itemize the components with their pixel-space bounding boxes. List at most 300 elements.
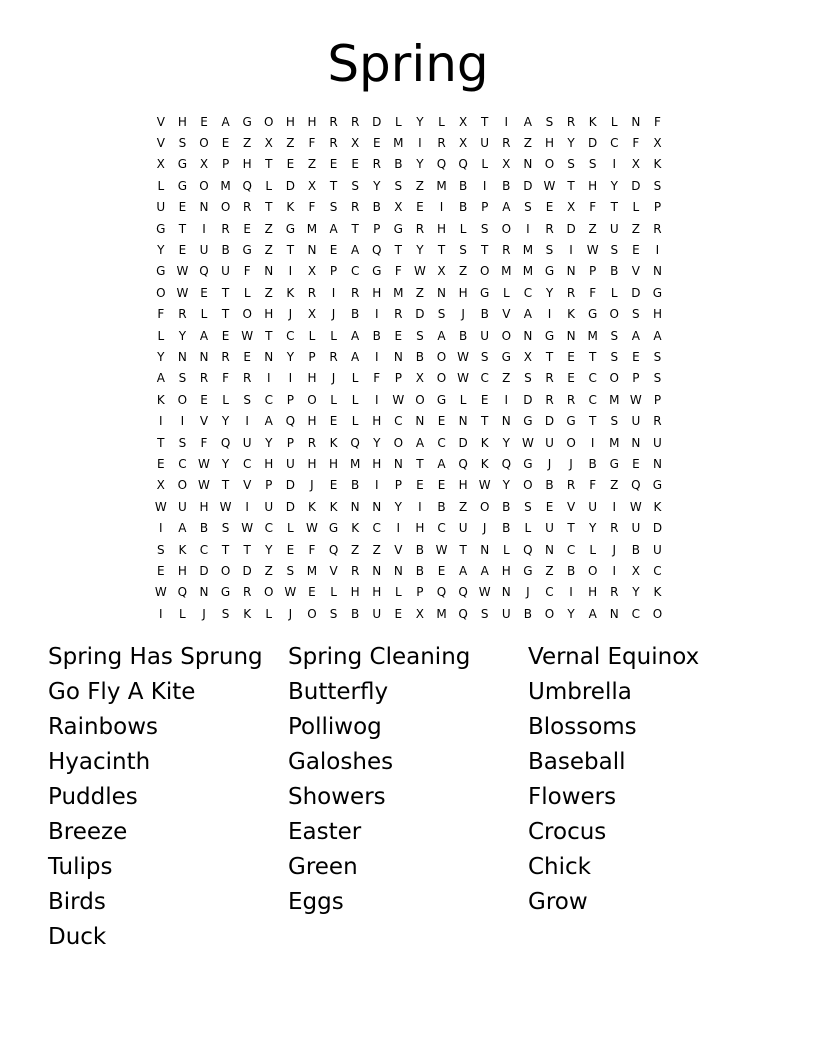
grid-letter: U <box>501 606 511 621</box>
grid-letter: M <box>436 178 447 193</box>
grid-letter: T <box>481 414 489 429</box>
grid-letter: D <box>631 178 641 193</box>
word-list-item: Breeze <box>48 819 128 845</box>
grid-letter: I <box>569 243 573 258</box>
grid-letter: K <box>243 606 252 621</box>
grid-letter: I <box>504 392 509 407</box>
grid-letter: I <box>418 499 422 514</box>
grid-letter: W <box>435 542 448 557</box>
grid-letter: K <box>178 542 187 557</box>
grid-letter: R <box>350 563 360 578</box>
grid-letter: S <box>178 435 187 450</box>
grid-letter: E <box>243 221 251 236</box>
grid-letter: H <box>199 499 209 514</box>
grid-letter: E <box>545 499 554 514</box>
grid-letter: E <box>200 285 208 300</box>
grid-letter: R <box>566 392 576 407</box>
grid-letter: Y <box>373 178 381 193</box>
grid-letter: W <box>413 264 426 279</box>
grid-letter: S <box>437 307 446 322</box>
grid-letter: K <box>480 456 489 471</box>
grid-letter: J <box>288 606 293 621</box>
grid-letter: N <box>458 414 468 429</box>
grid-letter: U <box>221 264 230 279</box>
grid-letter: O <box>177 392 188 407</box>
grid-row <box>150 582 670 603</box>
grid-letter: Z <box>631 221 640 236</box>
grid-letter: W <box>457 371 470 386</box>
grid-letter: B <box>545 478 554 493</box>
grid-letter: M <box>522 243 534 258</box>
grid-letter: C <box>631 606 641 621</box>
grid-letter: P <box>416 585 424 600</box>
grid-letter: J <box>202 606 206 621</box>
grid-letter: O <box>415 392 425 407</box>
grid-letter: H <box>307 114 317 129</box>
grid-letter: W <box>176 285 189 300</box>
grid-letter: A <box>156 371 165 386</box>
grid-letter: Y <box>502 478 510 493</box>
grid-letter: S <box>243 392 251 407</box>
grid-letter: N <box>393 349 403 364</box>
grid-letter: G <box>242 114 252 129</box>
grid-letter: R <box>394 307 403 322</box>
grid-letter: S <box>286 563 295 578</box>
grid-letter: A <box>351 328 360 343</box>
grid-letter: Q <box>285 414 296 429</box>
grid-letter: H <box>264 307 274 322</box>
grid-letter: R <box>545 371 554 386</box>
grid-letter: H <box>501 563 511 578</box>
grid-letter: O <box>220 563 231 578</box>
grid-letter: N <box>199 349 209 364</box>
grid-letter: Q <box>631 478 641 493</box>
grid-letter: S <box>610 414 619 429</box>
grid-letter: A <box>459 563 468 578</box>
grid-letter: P <box>632 371 640 386</box>
grid-letter: G <box>609 456 619 471</box>
grid-letter: G <box>328 521 339 536</box>
grid-letter: F <box>308 136 316 151</box>
grid-letter: R <box>350 200 360 215</box>
grid-letter: A <box>502 200 511 215</box>
grid-letter: L <box>394 114 402 129</box>
word-list-item: Galoshes <box>288 749 394 775</box>
grid-letter: Q <box>458 157 468 172</box>
grid-letter: X <box>351 136 360 151</box>
grid-letter: S <box>524 499 532 514</box>
grid-letter: T <box>459 542 467 557</box>
grid-letter: W <box>457 349 470 364</box>
grid-letter: Q <box>242 178 252 193</box>
grid-letter: E <box>308 585 316 600</box>
grid-letter: G <box>501 349 511 364</box>
grid-letter: F <box>589 200 597 215</box>
grid-letter: J <box>461 307 465 322</box>
grid-letter: Z <box>523 136 532 151</box>
grid-letter: Y <box>157 243 165 258</box>
word-list-item: Spring Cleaning <box>288 644 471 670</box>
grid-letter: L <box>632 200 640 215</box>
grid-letter: S <box>394 178 403 193</box>
grid-letter: Q <box>458 456 468 471</box>
grid-letter: B <box>394 157 403 172</box>
grid-letter: T <box>481 114 489 129</box>
grid-letter: D <box>285 499 295 514</box>
grid-row <box>150 304 670 325</box>
grid-letter: Y <box>610 178 618 193</box>
grid-letter: Y <box>265 435 273 450</box>
grid-letter: Z <box>415 285 425 300</box>
grid-letter: M <box>436 606 447 621</box>
grid-letter: D <box>652 521 663 536</box>
grid-letter: I <box>396 521 401 536</box>
grid-letter: L <box>179 606 186 621</box>
grid-letter: T <box>265 157 273 172</box>
grid-letter: F <box>222 371 230 386</box>
grid-letter: B <box>480 307 489 322</box>
grid-letter: A <box>221 114 230 129</box>
grid-letter: B <box>458 200 468 215</box>
grid-letter: T <box>243 542 251 557</box>
grid-letter: W <box>154 585 167 600</box>
grid-letter: A <box>523 114 532 129</box>
grid-letter: E <box>200 392 208 407</box>
word-list-item: Butterfly <box>288 679 389 705</box>
grid-letter: L <box>157 178 165 193</box>
grid-letter: W <box>543 178 556 193</box>
grid-letter: Z <box>243 136 252 151</box>
grid-letter: A <box>199 328 209 343</box>
grid-letter: U <box>480 328 490 343</box>
grid-letter: C <box>286 328 295 343</box>
grid-row <box>150 239 670 260</box>
grid-letter: X <box>523 349 532 364</box>
grid-letter: R <box>545 221 554 236</box>
grid-letter: U <box>372 606 382 621</box>
word-list-item: Showers <box>288 784 386 810</box>
grid-letter: N <box>652 264 662 279</box>
grid-letter: T <box>221 478 230 493</box>
grid-letter: H <box>652 307 662 322</box>
grid-letter: Q <box>328 542 339 557</box>
grid-letter: O <box>436 371 447 386</box>
grid-letter: G <box>544 264 555 279</box>
grid-letter: S <box>632 307 640 322</box>
grid-letter: C <box>394 414 403 429</box>
grid-letter: Y <box>567 136 575 151</box>
grid-letter: D <box>523 392 533 407</box>
grid-letter: G <box>566 414 576 429</box>
grid-letter: I <box>374 307 379 322</box>
word-list-item: Vernal Equinox <box>528 644 700 670</box>
grid-letter: T <box>157 435 165 450</box>
grid-letter: M <box>393 136 404 151</box>
grid-letter: B <box>199 521 209 536</box>
grid-letter: I <box>374 349 379 364</box>
grid-letter: Z <box>264 563 273 578</box>
grid-letter: A <box>351 349 360 364</box>
grid-letter: P <box>653 200 662 215</box>
grid-letter: U <box>631 414 641 429</box>
grid-letter: S <box>221 521 230 536</box>
grid-letter: D <box>631 285 641 300</box>
grid-letter: A <box>480 563 489 578</box>
grid-letter: X <box>458 136 468 151</box>
grid-row <box>150 496 670 517</box>
grid-letter: C <box>545 585 554 600</box>
grid-letter: E <box>416 478 424 493</box>
grid-letter: W <box>198 478 210 493</box>
grid-letter: A <box>264 414 273 429</box>
grid-letter: I <box>504 114 509 129</box>
grid-letter: E <box>632 349 640 364</box>
grid-letter: Z <box>286 136 295 151</box>
grid-letter: O <box>609 307 619 322</box>
grid-letter: K <box>156 392 165 407</box>
grid-letter: C <box>523 285 533 300</box>
grid-row <box>150 368 670 389</box>
grid-letter: R <box>221 221 230 236</box>
grid-letter: B <box>351 307 360 322</box>
grid-letter: F <box>243 264 251 279</box>
grid-letter: R <box>329 114 338 129</box>
grid-letter: O <box>242 307 252 322</box>
grid-letter: X <box>307 264 317 279</box>
grid-letter: V <box>329 563 338 578</box>
grid-letter: X <box>631 563 640 578</box>
grid-letter: M <box>609 435 620 450</box>
grid-letter: W <box>241 328 254 343</box>
grid-letter: A <box>351 243 360 258</box>
grid-letter: B <box>415 563 425 578</box>
grid-letter: G <box>285 221 296 236</box>
grid-letter: U <box>545 521 554 536</box>
grid-row <box>150 389 670 410</box>
grid-letter: U <box>588 499 598 514</box>
grid-letter: G <box>544 328 555 343</box>
grid-letter: G <box>220 585 231 600</box>
grid-letter: N <box>177 349 187 364</box>
grid-letter: X <box>502 157 511 172</box>
grid-letter: F <box>308 200 316 215</box>
grid-letter: K <box>286 200 295 215</box>
grid-letter: N <box>199 200 209 215</box>
grid-letter: E <box>286 157 295 172</box>
grid-letter: T <box>437 243 446 258</box>
grid-letter: K <box>351 521 360 536</box>
grid-letter: E <box>329 157 338 172</box>
grid-letter: Z <box>264 243 273 258</box>
grid-letter: L <box>157 328 165 343</box>
grid-letter: O <box>220 200 231 215</box>
grid-letter: Z <box>264 285 273 300</box>
grid-letter: L <box>459 392 467 407</box>
grid-letter: U <box>609 221 619 236</box>
grid-letter: R <box>243 585 252 600</box>
grid-letter: B <box>523 606 532 621</box>
grid-letter: C <box>437 435 446 450</box>
grid-letter: S <box>178 371 187 386</box>
grid-letter: N <box>393 563 403 578</box>
grid-letter: V <box>156 114 165 129</box>
grid-letter: E <box>329 243 338 258</box>
grid-letter: Y <box>286 349 295 364</box>
grid-letter: D <box>242 563 252 578</box>
grid-letter: T <box>178 221 187 236</box>
word-list-item: Umbrella <box>528 679 632 705</box>
grid-letter: I <box>159 606 163 621</box>
grid-letter: R <box>243 200 252 215</box>
grid-letter: J <box>310 478 314 493</box>
grid-letter: H <box>329 456 339 471</box>
grid-letter: P <box>481 200 489 215</box>
grid-letter: W <box>154 499 167 514</box>
grid-letter: A <box>588 606 597 621</box>
grid-letter: T <box>610 200 618 215</box>
grid-letter: X <box>156 157 165 172</box>
grid-letter: H <box>372 414 382 429</box>
grid-letter: O <box>544 606 555 621</box>
grid-letter: M <box>587 328 598 343</box>
grid-letter: O <box>199 178 209 193</box>
grid-letter: B <box>458 178 468 193</box>
grid-letter: P <box>286 435 294 450</box>
grid-letter: K <box>329 435 338 450</box>
grid-letter: A <box>523 307 532 322</box>
grid-letter: L <box>481 157 489 172</box>
grid-letter: O <box>264 114 274 129</box>
grid-letter: H <box>372 456 382 471</box>
grid-row <box>150 475 670 496</box>
grid-letter: B <box>588 456 597 471</box>
grid-letter: H <box>307 414 317 429</box>
grid-letter: H <box>350 585 360 600</box>
grid-letter: N <box>480 542 490 557</box>
grid-letter: Y <box>178 328 187 343</box>
grid-letter: V <box>631 264 640 279</box>
grid-letter: E <box>200 114 208 129</box>
grid-letter: F <box>308 542 316 557</box>
grid-letter: R <box>307 435 317 450</box>
grid-letter: J <box>526 585 530 600</box>
grid-letter: R <box>545 392 554 407</box>
grid-letter: I <box>418 136 422 151</box>
grid-letter: W <box>478 585 491 600</box>
grid-letter: Z <box>351 542 360 557</box>
grid-letter: N <box>523 157 533 172</box>
grid-letter: I <box>612 499 617 514</box>
grid-letter: R <box>221 349 230 364</box>
grid-letter: U <box>285 456 295 471</box>
grid-letter: P <box>373 221 381 236</box>
grid-letter: P <box>286 392 294 407</box>
grid-letter: F <box>373 371 381 386</box>
grid-letter: E <box>351 157 359 172</box>
grid-letter: N <box>393 456 403 471</box>
grid-letter: T <box>265 200 273 215</box>
grid-letter: Z <box>588 221 597 236</box>
grid-letter: S <box>480 606 489 621</box>
grid-letter: A <box>329 221 338 236</box>
grid-letter: R <box>307 285 317 300</box>
grid-letter: R <box>437 136 446 151</box>
grid-row <box>150 175 670 196</box>
grid-letter: T <box>416 456 424 471</box>
word-list-item: Polliwog <box>288 714 382 740</box>
grid-letter: T <box>221 285 230 300</box>
grid-letter: Z <box>372 542 381 557</box>
grid-letter: U <box>242 435 252 450</box>
grid-letter: K <box>480 435 489 450</box>
grid-letter: D <box>523 178 533 193</box>
grid-letter: U <box>631 521 641 536</box>
word-list-item: Blossoms <box>528 714 637 740</box>
grid-letter: Y <box>545 285 554 300</box>
grid-letter: U <box>480 136 490 151</box>
grid-letter: G <box>588 307 598 322</box>
grid-letter: S <box>545 114 554 129</box>
grid-letter: B <box>351 606 360 621</box>
grid-letter: H <box>285 114 295 129</box>
grid-letter: F <box>589 285 597 300</box>
grid-letter: W <box>629 499 642 514</box>
grid-letter: E <box>632 243 640 258</box>
grid-letter: E <box>416 200 424 215</box>
grid-letter: R <box>566 114 576 129</box>
grid-letter: J <box>547 456 552 471</box>
grid-letter: V <box>566 499 576 514</box>
grid-letter: I <box>288 371 293 386</box>
grid-letter: N <box>437 285 446 300</box>
grid-letter: T <box>351 221 359 236</box>
grid-letter: L <box>330 392 337 407</box>
grid-letter: H <box>458 478 468 493</box>
grid-letter: H <box>307 456 317 471</box>
grid-letter: W <box>176 264 189 279</box>
grid-letter: U <box>653 542 662 557</box>
grid-letter: H <box>372 285 382 300</box>
grid-letter: R <box>566 478 576 493</box>
grid-letter: B <box>502 178 511 193</box>
grid-letter: K <box>286 285 295 300</box>
grid-letter: U <box>177 499 187 514</box>
grid-letter: I <box>374 478 379 493</box>
grid-letter: M <box>349 456 361 471</box>
grid-letter: I <box>482 178 487 193</box>
word-list-item: Green <box>288 854 358 880</box>
grid-letter: C <box>372 521 381 536</box>
grid-letter: A <box>415 435 425 450</box>
word-list-item: Rainbows <box>48 714 159 740</box>
grid-letter: O <box>523 478 533 493</box>
grid-letter: S <box>610 349 619 364</box>
grid-letter: Z <box>458 264 468 279</box>
grid-letter: S <box>221 606 230 621</box>
grid-letter: L <box>287 521 294 536</box>
grid-letter: S <box>524 200 532 215</box>
word-list-item: Easter <box>288 819 362 845</box>
grid-letter: I <box>331 285 336 300</box>
grid-letter: X <box>307 307 317 322</box>
grid-letter: H <box>307 371 317 386</box>
grid-letter: L <box>394 585 402 600</box>
grid-letter: E <box>632 456 640 471</box>
grid-letter: S <box>653 178 662 193</box>
grid-letter: Z <box>458 499 468 514</box>
grid-letter: C <box>653 563 662 578</box>
grid-letter: T <box>329 178 338 193</box>
